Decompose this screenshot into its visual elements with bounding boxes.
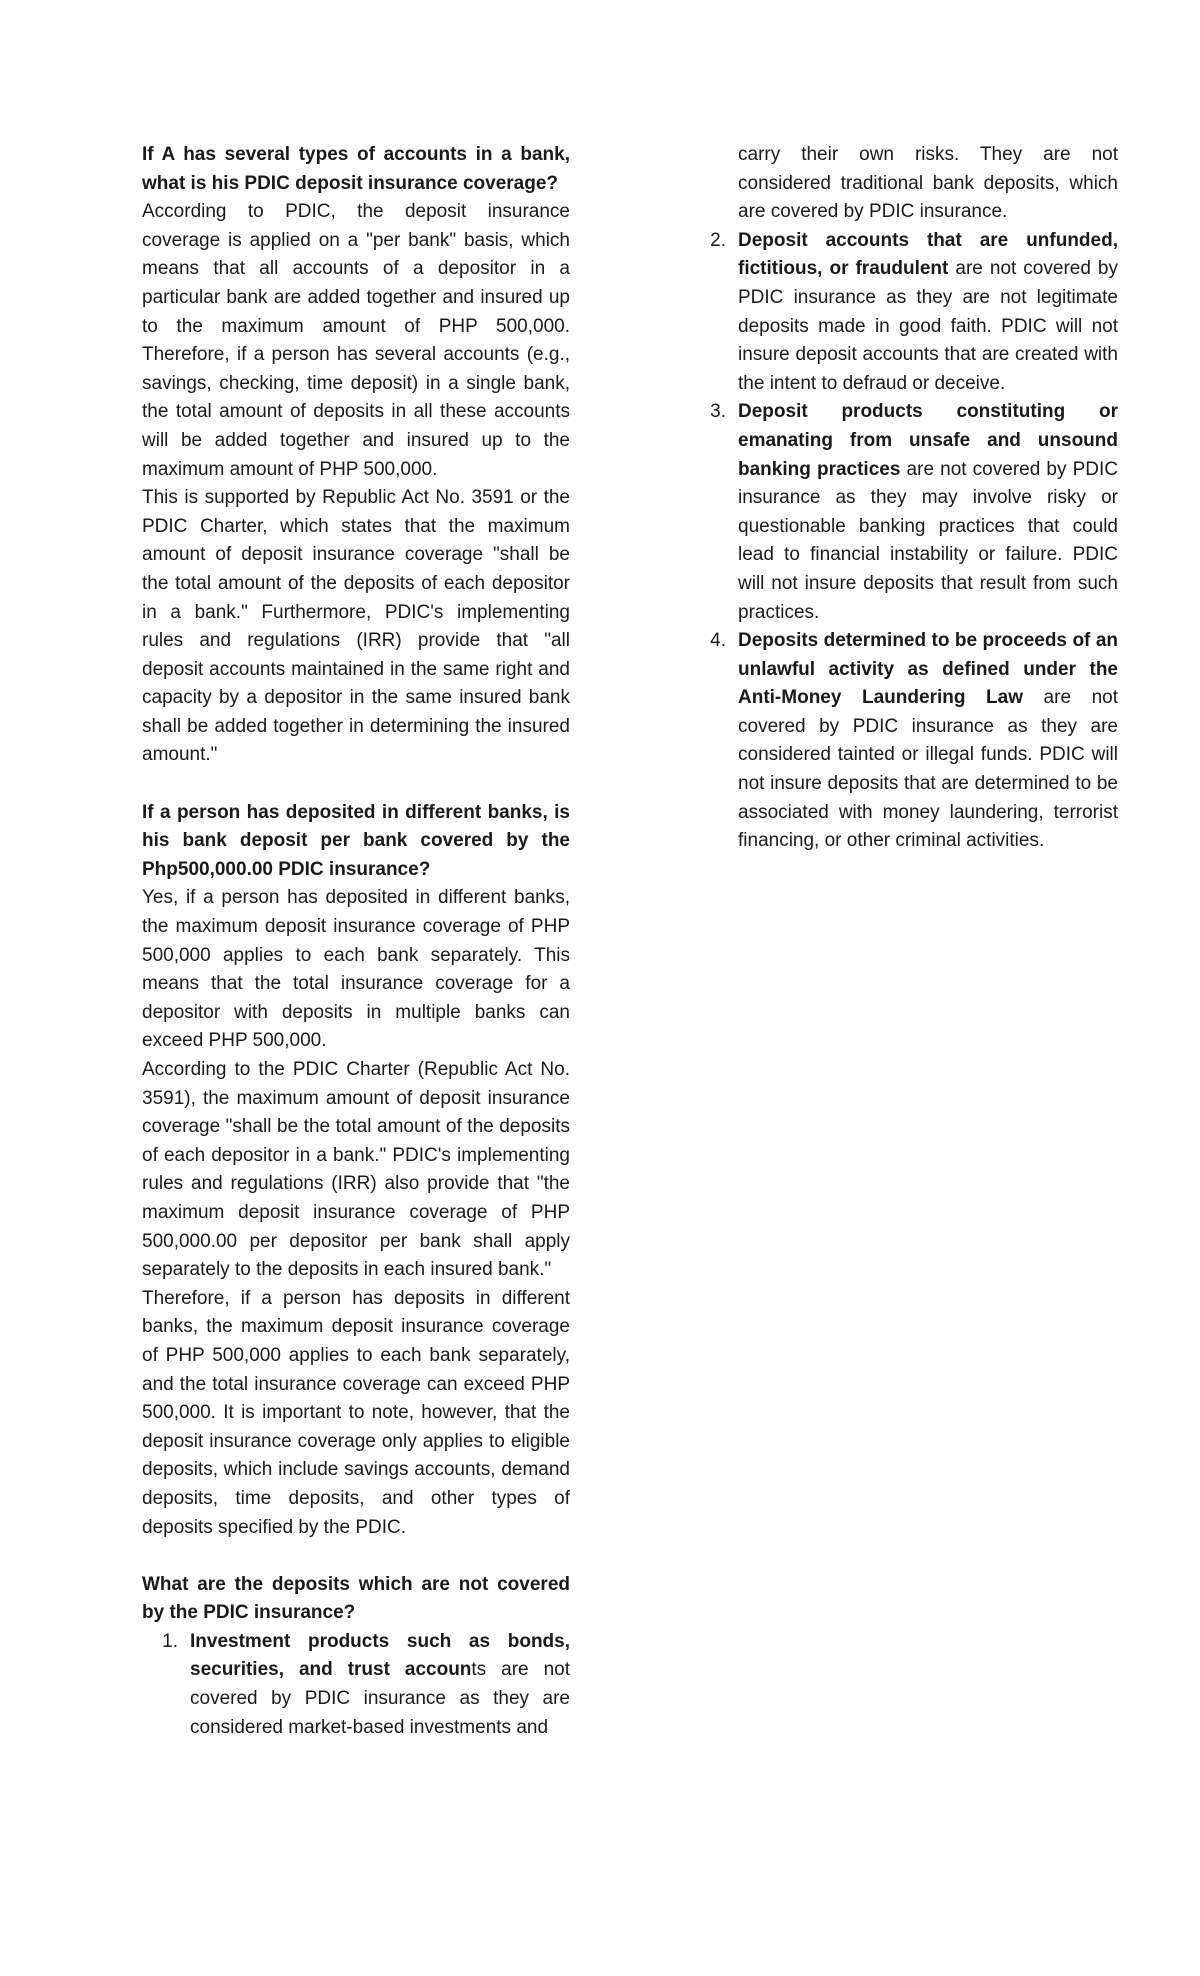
list-item-bold: Deposit accounts that are unfunded, fictitious, or fraudulent	[738, 229, 1118, 280]
answer-paragraph: Therefore, if a person has deposits in different banks, the maximum deposit insurance coverage of PHP 500,000 applies to each bank separately, and the total insurance coverage can exceed PHP 500,000. It is important to note, however, that the deposit insurance coverage only applies to eligible deposits, which include savings accounts, demand deposits, time deposits, and other types of deposits specified by the PDIC.	[142, 1287, 570, 1538]
list-item	[690, 227, 1118, 399]
list-item-bold: Deposits determined to be proceeds of an unlawful activity as defined under the Anti-Money Laundering Law	[738, 630, 1118, 709]
question-heading-1: If A has several types of accounts in a bank, what is his PDIC deposit insurance coverage?	[142, 144, 570, 194]
blank-line	[142, 1542, 570, 1571]
list-number: 2.	[710, 229, 726, 251]
list-number: 1.	[162, 1630, 178, 1652]
list-item	[690, 398, 1118, 627]
list-item-text: are not covered by PDIC insurance as they are considered tainted or illegal funds. PDIC will not insure deposits that are determined to be associated with money laundering, terrorist financing, or other criminal activities.	[738, 687, 1119, 852]
blank-line	[142, 770, 570, 799]
question-heading-2: If a person has deposited in different banks, is his bank deposit per bank covered by the Php500,000.00 PDIC insurance?	[142, 801, 570, 880]
list-item-bold: Investment products such as bonds, securities, and trust accoun	[190, 1630, 570, 1681]
list-number: 4.	[710, 630, 726, 652]
left-column	[142, 141, 570, 1742]
list-item	[142, 1628, 570, 1742]
answer-paragraph: According to the PDIC Charter (Republic Act No. 3591), the maximum amount of deposit insurance coverage "shall be the total amount of the deposits of each depositor in a bank." PDIC's implementing rules and regulations (IRR) also provide that "the maximum deposit insurance coverage of PHP 500,000.00 per depositor per bank shall apply separately to the deposits in each insured bank."	[142, 1059, 570, 1281]
answer-paragraph: Yes, if a person has deposited in different banks, the maximum deposit insurance coverage of PHP 500,000 applies to each bank separately. This means that the total insurance coverage for a depositor with deposits in multiple banks can exceed PHP 500,000.	[142, 887, 570, 1052]
not-covered-list-continued	[690, 227, 1118, 856]
list-number: 3.	[710, 401, 726, 423]
question-heading-3: What are the deposits which are not covered by the PDIC insurance?	[142, 1573, 570, 1624]
answer-paragraph: According to PDIC, the deposit insurance coverage is applied on a "per bank" basis, which means that all accounts of a depositor in a particular bank are added together and insured up to the maximum amount of PHP 500,000. Therefore, if a person has several accounts (e.g., savings, checking, time deposit) in a single bank, the total amount of deposits in all these accounts will be added together and insured up to the maximum amount of PHP 500,000.	[142, 201, 570, 480]
list-item-text: ts are not covered by PDIC insurance as they are considered market-based investments and	[190, 1659, 570, 1738]
not-covered-list	[142, 1628, 570, 1742]
list-item-bold: Deposit products constituting or emanating from unsafe and unsound banking practices	[738, 401, 1118, 480]
right-column	[690, 141, 1118, 856]
list-item-continuation: carry their own risks. They are not considered traditional bank deposits, which are covered by PDIC insurance.	[738, 144, 1118, 223]
answer-paragraph: This is supported by Republic Act No. 3591 or the PDIC Charter, which states that the maximum amount of deposit insurance coverage "shall be the total amount of the deposits of each depositor in a bank." Furthermore, PDIC's implementing rules and regulations (IRR) provide that "all deposit accounts maintained in the same right and capacity by a depositor in the same insured bank shall be added together in determining the insured amount."	[142, 487, 570, 766]
list-item	[690, 627, 1118, 856]
list-item-text: are not covered by PDIC insurance as they may involve risky or questionable banking practices that could lead to financial instability or failure. PDIC will not insure deposits that result from such practices.	[738, 458, 1119, 623]
list-item-text: are not covered by PDIC insurance as they are not legitimate deposits made in good faith. PDIC will not insure deposit accounts that are created with the intent to defraud or deceive.	[738, 258, 1118, 394]
